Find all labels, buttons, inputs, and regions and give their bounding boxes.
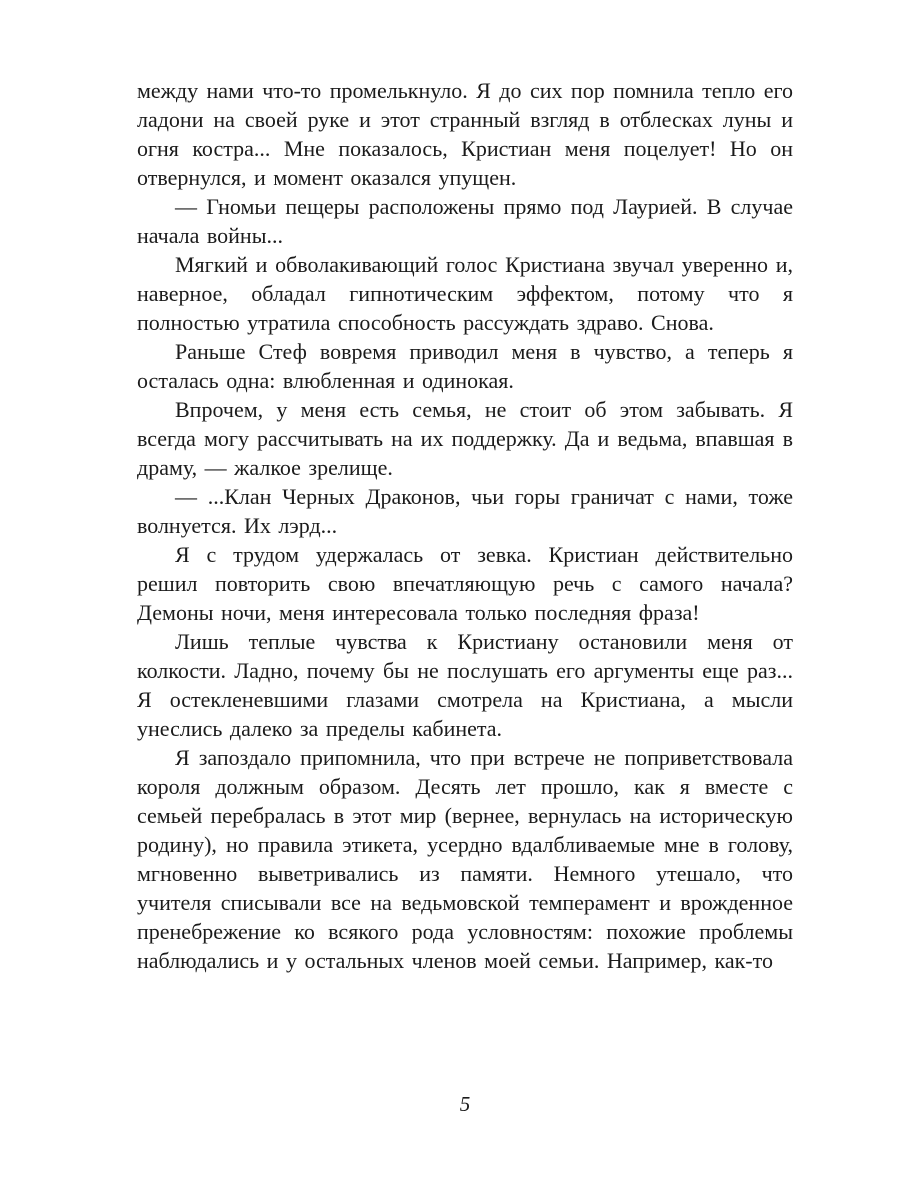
paragraph: Мягкий и обволакивающий голос Кристиана звучал уверенно и, наверное, обладал гипнотическим эффектом, потому что я полностью утратила способность рассуждать здраво. Снова.: [137, 252, 793, 335]
paragraph: — ...Клан Черных Драконов, чьи горы граничат с нами, тоже волнуется. Их лэрд...: [137, 484, 793, 538]
paragraph: между нами что-то промелькнуло. Я до сих пор помнила тепло его ладони на своей руке и этот странный взгляд в отблесках луны и огня костра... Мне показалось, Кристиан меня поцелует! Но он отвернулся, и момент оказался упущен.: [137, 78, 793, 190]
page-number: 5: [459, 1092, 471, 1116]
paragraph: — Гномьи пещеры расположены прямо под Лаурией. В случае начала войны...: [137, 194, 793, 248]
paragraph: Я запоздало припомнила, что при встрече не поприветствовала короля должным образом. Десять лет прошло, как я вместе с семьей перебралась в этот мир (вернее, вернулась на историческую родину), но правила этикета, усердно вдалбливаемые мне в голову, мгновенно выветривались из памяти. Немного утешало, что учителя списывали все на ведьмовской темперамент и врожденное пренебрежение ко всякого рода условностям: похожие проблемы наблюдались и у остальных членов моей семьи. Например, как-то: [137, 745, 793, 973]
paragraph: Впрочем, у меня есть семья, не стоит об этом забывать. Я всегда могу рассчитывать на их поддержку. Да и ведьма, впавшая в драму, — жалкое зрелище.: [137, 397, 793, 480]
paragraph: Лишь теплые чувства к Кристиану остановили меня от колкости. Ладно, почему бы не послушать его аргументы еще раз... Я остекленевшими глазами смотрела на Кристиана, а мысли унеслись далеко за пределы кабинета.: [137, 629, 793, 741]
paragraph: Раньше Стеф вовремя приводил меня в чувство, а теперь я осталась одна: влюбленная и одинокая.: [137, 339, 793, 393]
paragraph: Я с трудом удержалась от зевка. Кристиан действительно решил повторить свою впечатляющую речь с самого начала? Демоны ночи, меня интересовала только последняя фраза!: [137, 542, 793, 625]
text-block: [137, 76, 793, 975]
